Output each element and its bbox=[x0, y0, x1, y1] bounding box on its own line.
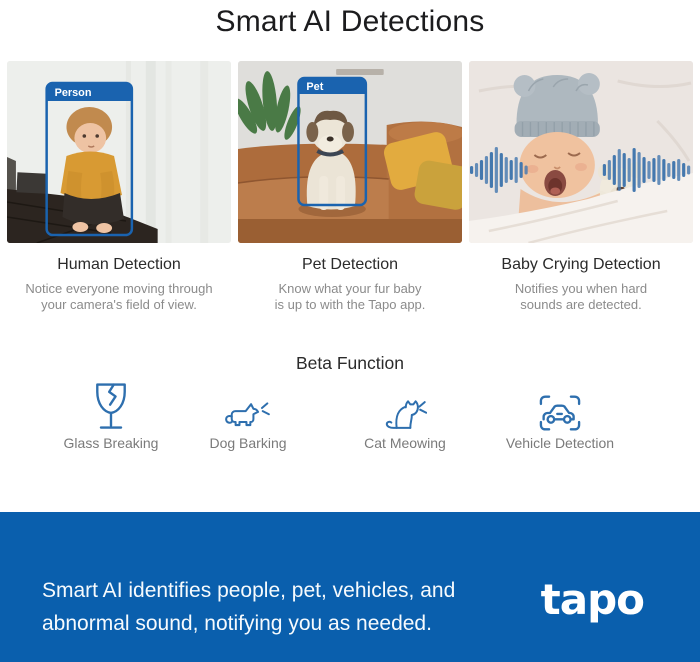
detection-captions bbox=[0, 256, 700, 313]
human-detection-heading: Human Detection bbox=[57, 256, 181, 273]
human-detection-description: Notice everyone moving through your camera's field of view. bbox=[25, 281, 213, 312]
photo-human-detection bbox=[7, 61, 231, 243]
glass-breaking-label: Glass Breaking bbox=[63, 435, 159, 451]
beta-item-dog-barking bbox=[178, 381, 318, 451]
dog-barking-icon bbox=[224, 381, 272, 433]
baby-photo-illustration bbox=[469, 61, 693, 243]
photo-baby-crying-detection bbox=[469, 61, 693, 243]
footer-tagline bbox=[42, 574, 455, 640]
tapo-logo: tapo bbox=[540, 575, 644, 624]
pet-box-label: Pet bbox=[306, 80, 324, 94]
glass-breaking-icon bbox=[89, 381, 133, 433]
person-box-label: Person bbox=[54, 86, 92, 100]
photo-pet-detection bbox=[238, 61, 462, 243]
footer-tagline-line1: Smart AI identifies people, pet, vehicles, and bbox=[42, 579, 456, 602]
cat-meowing-label: Cat Meowing bbox=[364, 435, 446, 451]
caption-human-detection bbox=[7, 256, 231, 313]
beta-item-cat-meowing bbox=[335, 381, 475, 451]
vehicle-detection-label: Vehicle Detection bbox=[505, 435, 615, 451]
pet-detection-heading: Pet Detection bbox=[301, 256, 399, 273]
baby-crying-detection-description: Notifies you when hard sounds are detected. bbox=[514, 281, 648, 312]
beta-item-vehicle-detection bbox=[490, 381, 630, 451]
caption-pet-detection bbox=[238, 256, 462, 313]
beta-functions bbox=[0, 381, 700, 451]
beta-item-glass-breaking bbox=[41, 381, 181, 451]
footer-tagline-line2: abnormal sound, notifying you as needed. bbox=[42, 612, 432, 635]
baby-crying-detection-heading: Baby Crying Detection bbox=[501, 256, 661, 273]
detection-photos bbox=[0, 61, 700, 243]
dog-barking-label: Dog Barking bbox=[209, 435, 287, 451]
footer-banner bbox=[0, 512, 700, 662]
beta-function-heading: Beta Function bbox=[296, 353, 404, 373]
dog-photo-illustration bbox=[238, 61, 462, 243]
pet-detection-description: Know what your fur baby is up to with the Tapo app. bbox=[274, 281, 426, 312]
toddler-photo-illustration bbox=[7, 61, 231, 243]
vehicle-detection-icon bbox=[537, 381, 583, 433]
page-title: Smart AI Detections bbox=[215, 5, 485, 38]
cat-meowing-icon bbox=[383, 381, 427, 433]
caption-baby-crying-detection bbox=[469, 256, 693, 313]
